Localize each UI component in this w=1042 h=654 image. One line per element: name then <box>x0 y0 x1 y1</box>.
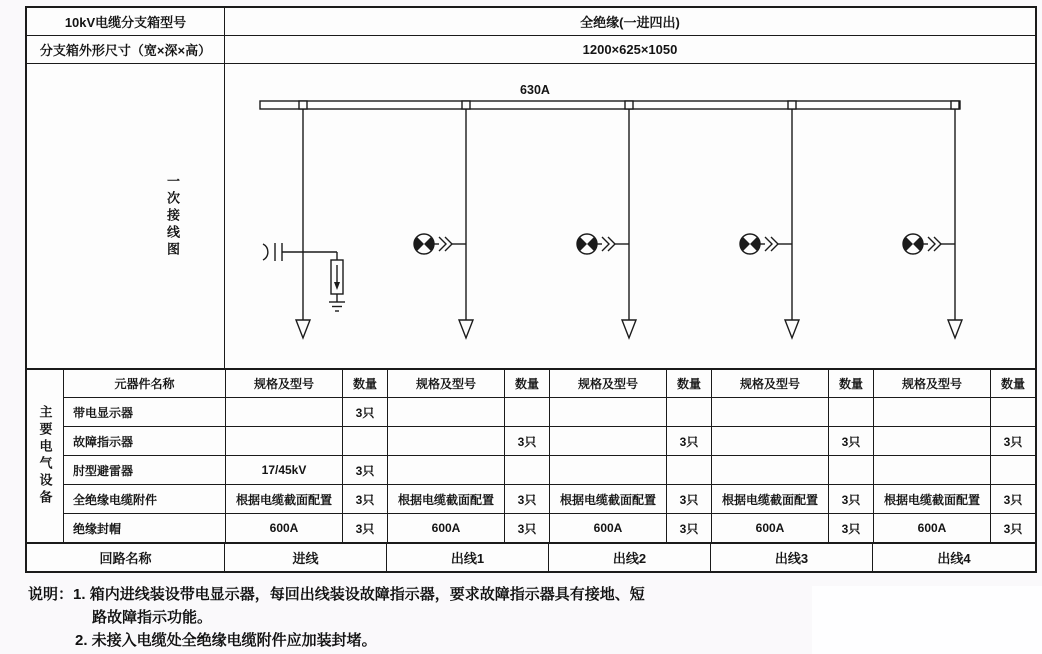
qty-cell: 3只 <box>505 427 550 455</box>
component-name: 绝缘封帽 <box>64 514 226 542</box>
qty-cell: 3只 <box>829 427 874 455</box>
diagram-section-label: 一次接线图 <box>165 173 180 259</box>
note-line-2 <box>92 606 645 629</box>
spec-cell: 根据电缆截面配置 <box>712 485 829 513</box>
spec-cell: 600A <box>388 514 505 542</box>
spec-cell: 600A <box>550 514 667 542</box>
circuit-cell: 出线3 <box>711 544 873 571</box>
circuit-cell: 出线2 <box>549 544 711 571</box>
plug-chevrons-icon <box>439 237 452 251</box>
qty-cell: 3只 <box>505 514 550 542</box>
spec-cell <box>388 398 505 426</box>
spec-cell: 根据电缆截面配置 <box>226 485 343 513</box>
col-qty-header: 数量 <box>829 370 874 397</box>
spec-cell: 17/45kV <box>226 456 343 484</box>
col-qty-header: 数量 <box>505 370 550 397</box>
component-name: 全绝缘电缆附件 <box>64 485 226 513</box>
spec-cell <box>226 427 343 455</box>
spec-cell <box>874 427 991 455</box>
col-spec-header: 规格及型号 <box>874 370 991 397</box>
col-spec-header: 规格及型号 <box>550 370 667 397</box>
equipment-table-main <box>64 370 1035 542</box>
col-qty-header: 数量 <box>1000 377 1025 391</box>
equipment-header-row <box>64 370 1035 398</box>
size-label: 分支箱外形尺寸（宽×深×高） <box>27 36 225 63</box>
component-name: 肘型避雷器 <box>64 456 226 484</box>
diagram-section-label-cell <box>27 64 225 368</box>
spec-cell: 根据电缆截面配置 <box>388 485 505 513</box>
qty-cell: 3只 <box>343 514 388 542</box>
col-component-header: 元器件名称 <box>64 370 226 397</box>
circuit-cell: 出线1 <box>387 544 549 571</box>
equipment-side-label-cell <box>27 370 64 542</box>
circuit-cell: 出线4 <box>937 551 971 566</box>
spec-sheet <box>25 6 1037 573</box>
busbar-tap-node <box>625 101 633 109</box>
qty-cell: 3只 <box>1003 521 1023 536</box>
col-qty-header: 数量 <box>343 370 388 397</box>
spec-cell: 根据电缆截面配置 <box>874 485 991 513</box>
qty-cell <box>343 427 388 455</box>
busbar-tap-node <box>951 101 959 109</box>
busbar-tap-node <box>788 101 796 109</box>
equipment-side-label: 主要电气设备 <box>37 405 53 507</box>
spec-cell <box>712 398 829 426</box>
qty-cell: 3只 <box>667 514 712 542</box>
plug-chevrons-icon <box>602 237 615 251</box>
spec-cell <box>874 456 991 484</box>
note-line-1 <box>28 583 645 606</box>
equipment-row <box>64 427 1035 456</box>
equipment-row <box>64 398 1035 427</box>
qty-cell: 3只 <box>829 485 874 513</box>
blank-corner-area <box>812 586 1042 654</box>
plug-chevrons-icon <box>928 237 941 251</box>
note-1-text-cont: 路故障指示功能。 <box>92 609 213 626</box>
qty-cell: 3只 <box>1003 492 1023 507</box>
cable-terminal-arrow <box>622 320 636 338</box>
col-qty-header: 数量 <box>667 370 712 397</box>
size-row <box>27 36 1035 64</box>
busbar-tap-node <box>299 101 307 109</box>
qty-cell <box>829 398 874 426</box>
size-value: 1200×625×1050 <box>582 42 678 57</box>
cable-terminal-arrow <box>296 320 310 338</box>
model-value: 全绝缘(一进四出) <box>580 15 680 30</box>
qty-cell: 3只 <box>343 485 388 513</box>
busbar <box>260 101 960 109</box>
cable-terminal-arrow <box>948 320 962 338</box>
qty-cell <box>667 456 712 484</box>
spec-cell <box>388 456 505 484</box>
plug-chevrons-icon <box>765 237 778 251</box>
busbar-rating-label: 630A <box>520 83 550 97</box>
model-label: 10kV电缆分支箱型号 <box>27 8 225 35</box>
qty-cell: 3只 <box>667 427 712 455</box>
notes-label: 说明： <box>28 586 74 603</box>
note-line-3 <box>75 629 645 652</box>
busbar-tap-node <box>462 101 470 109</box>
component-name: 故障指示器 <box>64 427 226 455</box>
equipment-row <box>64 514 1035 542</box>
col-spec-header: 规格及型号 <box>712 370 829 397</box>
circuit-name-label: 回路名称 <box>27 544 225 571</box>
cable-terminal-arrow <box>459 320 473 338</box>
qty-cell <box>991 456 1035 484</box>
qty-cell <box>829 456 874 484</box>
spec-cell: 600A <box>226 514 343 542</box>
spec-cell <box>550 398 667 426</box>
equipment-row <box>64 485 1035 514</box>
qty-cell <box>667 398 712 426</box>
spec-cell <box>712 427 829 455</box>
equipment-row <box>64 456 1035 485</box>
circuit-cell: 进线 <box>225 544 387 571</box>
diagram-canvas <box>225 64 1035 368</box>
component-name: 带电显示器 <box>64 398 226 426</box>
equipment-rows <box>64 398 1035 542</box>
model-row <box>27 8 1035 36</box>
qty-cell: 3只 <box>343 398 388 426</box>
col-spec-header: 规格及型号 <box>226 370 343 397</box>
spec-cell <box>550 427 667 455</box>
qty-cell: 3只 <box>667 485 712 513</box>
spec-cell: 600A <box>712 514 829 542</box>
cable-terminal-arrow <box>785 320 799 338</box>
qty-cell: 3只 <box>505 485 550 513</box>
qty-cell: 3只 <box>1003 434 1023 449</box>
note-1-text: 1. 箱内进线装设带电显示器，每回出线装设故障指示器，要求故障指示器具有接地、短 <box>73 586 645 603</box>
spec-cell <box>226 398 343 426</box>
circuit-name-row <box>27 542 1035 571</box>
spec-cell <box>388 427 505 455</box>
note-2-text: 2. 未接入电缆处全绝缘电缆附件应加装封堵。 <box>75 632 377 649</box>
spec-cell <box>874 398 991 426</box>
notes-block <box>28 583 645 652</box>
qty-cell: 3只 <box>343 456 388 484</box>
live-display-arc-icon <box>263 244 268 260</box>
spec-cell: 根据电缆截面配置 <box>550 485 667 513</box>
spec-cell <box>550 456 667 484</box>
equipment-table <box>27 370 1035 542</box>
single-line-diagram-row <box>27 64 1035 370</box>
qty-cell: 3只 <box>829 514 874 542</box>
col-spec-header: 规格及型号 <box>388 370 505 397</box>
qty-cell <box>991 398 1035 426</box>
single-line-diagram <box>225 64 1035 368</box>
spec-cell <box>712 456 829 484</box>
qty-cell <box>505 456 550 484</box>
spec-cell: 600A <box>874 514 991 542</box>
qty-cell <box>505 398 550 426</box>
